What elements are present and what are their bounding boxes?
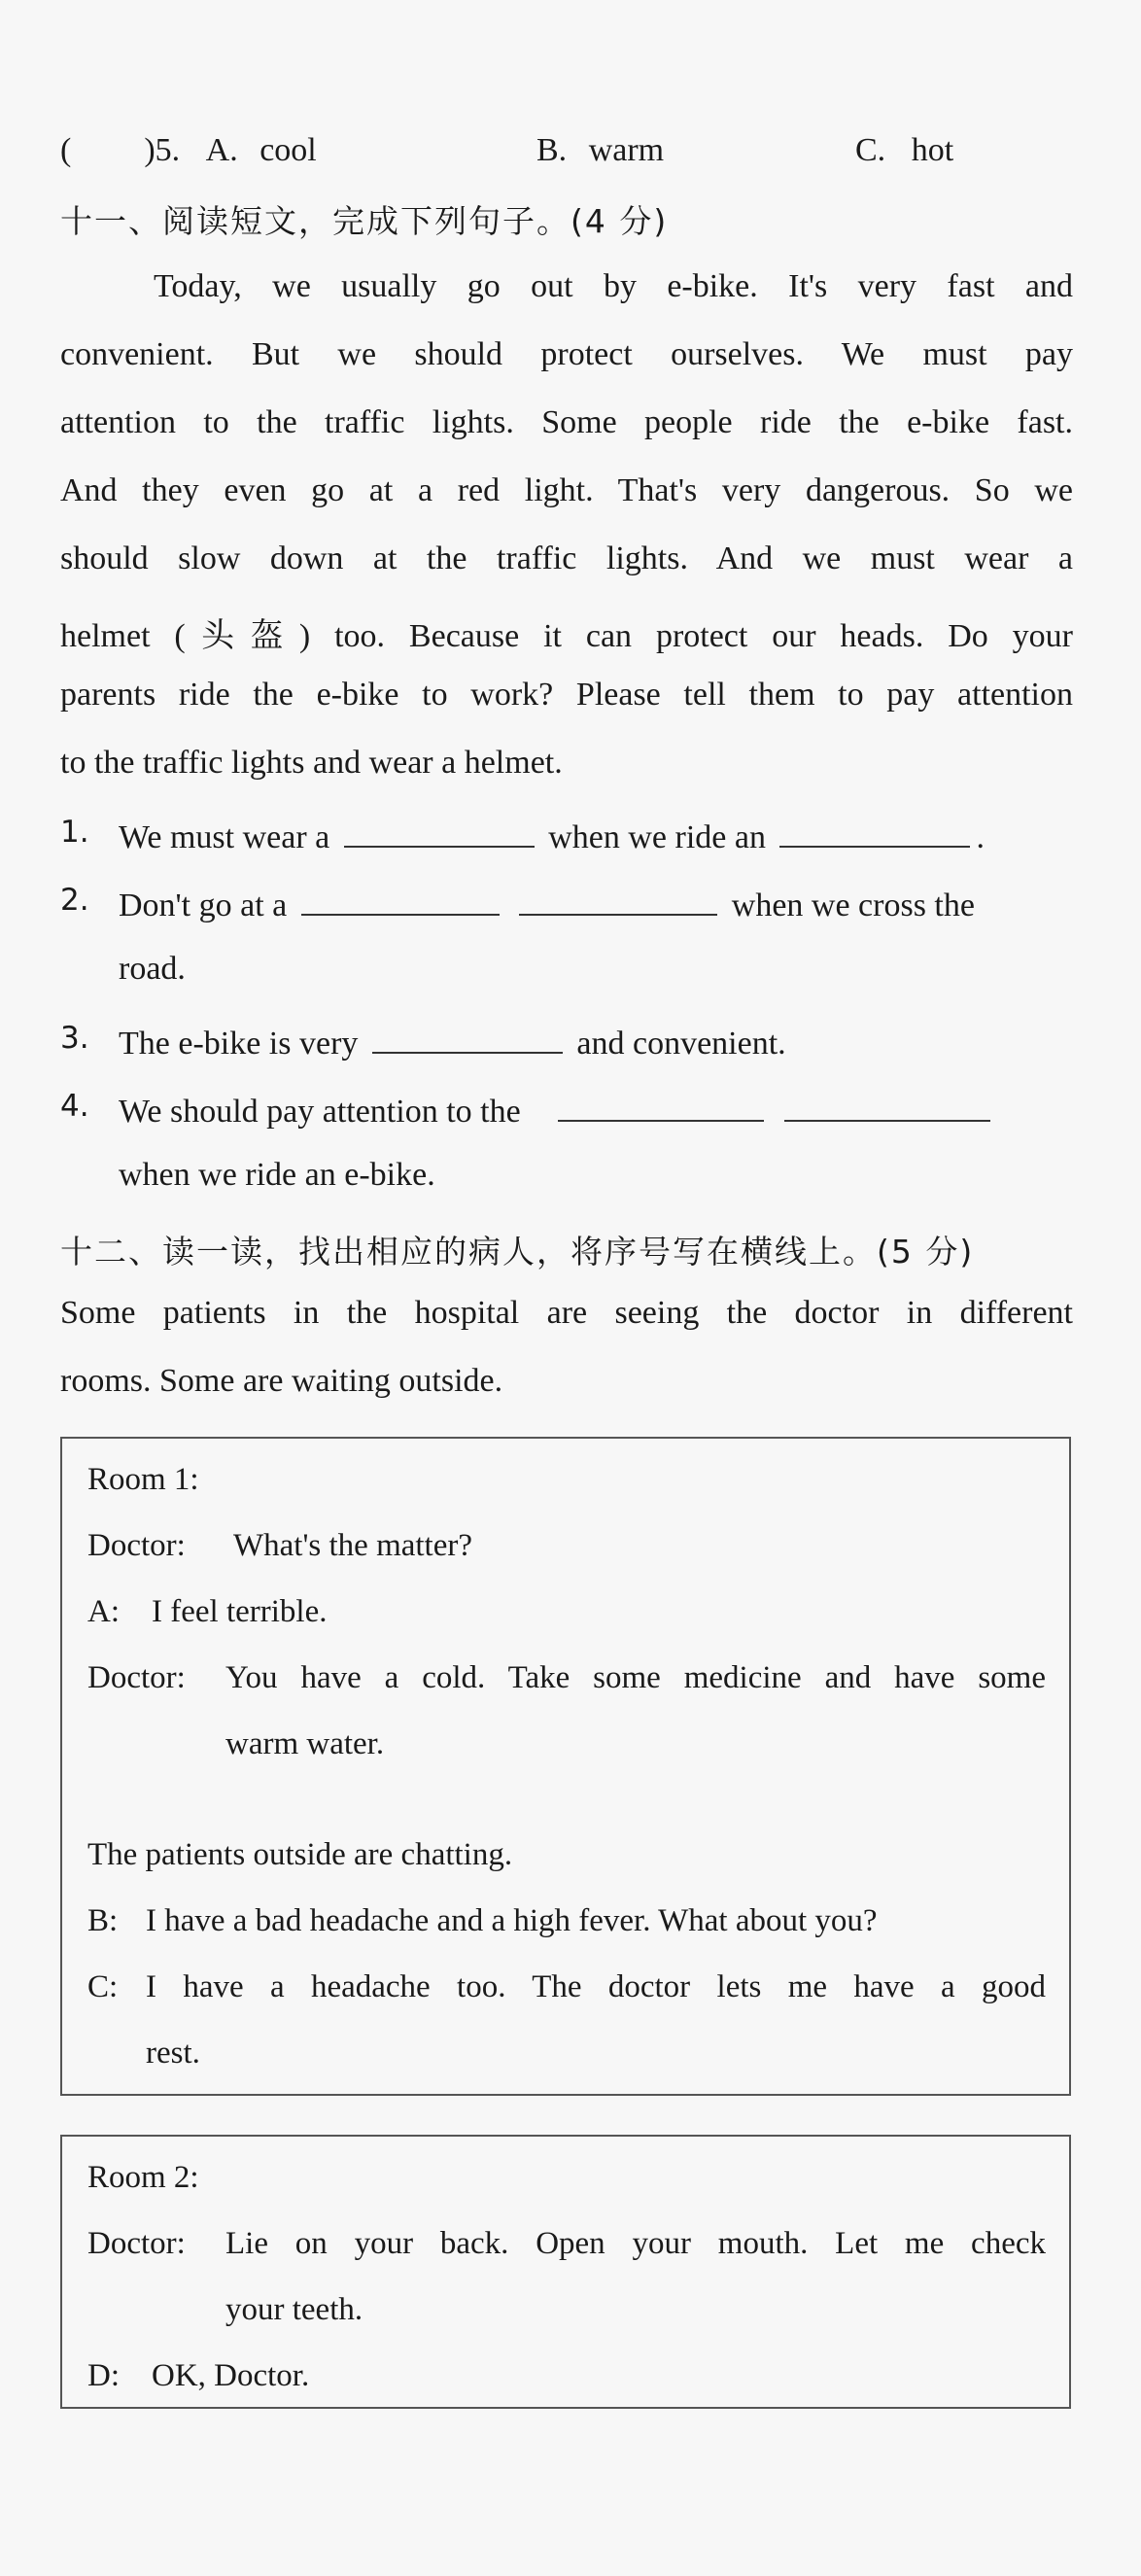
room-2-title: Room 2:	[87, 2160, 199, 2195]
question-1	[119, 813, 985, 856]
passage-line-1: Today, we usually go out by e-bike. It's very fast and	[154, 268, 1073, 304]
room-1-line-5-continued: rest.	[146, 2036, 200, 2071]
room-1-title: Room 1:	[87, 1462, 199, 1497]
section-12-heading: 十二、读一读，找出相应的病人，将序号写在横线上。(5 分)	[60, 1233, 975, 1271]
section-12-intro-line-1: Some patients in the hospital are seeing the doctor in different	[60, 1295, 1073, 1331]
question-4-continued: when we ride an e-bike.	[119, 1157, 435, 1193]
passage-line-4: And they even go at a red light. That's very dangerous. So we	[60, 472, 1073, 508]
room-1-line-4-text: I have a bad headache and a high fever. What about you?	[146, 1903, 878, 1938]
question-1-number: 1.	[60, 815, 89, 850]
question-4-part-1: We should pay attention to the	[119, 1094, 521, 1130]
question-1-part-2: when we ride an	[548, 819, 766, 855]
question-2-blank-2[interactable]	[519, 881, 717, 916]
question-1-part-1: We must wear a	[119, 819, 330, 855]
passage-line-5: should slow down at the traffic lights. And we must wear a	[60, 540, 1073, 576]
room-2-box	[60, 2135, 1071, 2409]
question-2-number: 2.	[60, 883, 89, 918]
room-1-box	[60, 1437, 1071, 2096]
question-2-blank-1[interactable]	[301, 881, 500, 916]
question-3-blank[interactable]	[372, 1019, 563, 1054]
passage-line-2: convenient. But we should protect ourselves. We must pay	[60, 336, 1073, 372]
room-2-line-1-continued: your teeth.	[225, 2292, 363, 2327]
q5-row	[60, 132, 317, 169]
q5-number: )5.	[144, 132, 181, 168]
room-2-line-2-text: OK, Doctor.	[152, 2358, 310, 2393]
question-4-blank-1[interactable]	[558, 1087, 764, 1122]
passage-line-3: attention to the traffic lights. Some people ride the e-bike fast.	[60, 404, 1073, 440]
question-4-number: 4.	[60, 1089, 89, 1124]
q5-option-c-letter: C.	[855, 132, 886, 168]
room-1-line-2-text: I feel terrible.	[152, 1594, 328, 1629]
question-1-part-3: .	[976, 819, 985, 855]
room-2-line-1-text: Lie on your back. Open your mouth. Let me check	[225, 2226, 1046, 2261]
passage-line-8: to the traffic lights and wear a helmet.	[60, 745, 563, 781]
room-1-line-1-text: What's the matter?	[233, 1528, 473, 1563]
question-2	[119, 881, 975, 924]
section-12-intro-line-2: rooms. Some are waiting outside.	[60, 1363, 503, 1399]
question-2-continued: road.	[119, 951, 186, 987]
room-2-line-1-speaker: Doctor:	[87, 2226, 186, 2261]
q5-option-b-letter: B.	[536, 132, 568, 168]
question-4-blank-2[interactable]	[784, 1087, 990, 1122]
question-3	[119, 1019, 786, 1062]
question-3-part-2: and convenient.	[576, 1026, 786, 1062]
question-3-part-1: The e-bike is very	[119, 1026, 359, 1062]
q5-option-a-letter: A.	[205, 132, 238, 168]
room-2-line-2-speaker: D:	[87, 2358, 120, 2393]
question-2-part-1: Don't go at a	[119, 888, 288, 923]
question-3-number: 3.	[60, 1021, 89, 1056]
q5-paren-open: (	[60, 132, 72, 168]
q5-option-a-word: cool	[259, 132, 317, 168]
room-1-line-2-speaker: A:	[87, 1594, 120, 1629]
question-2-part-2: when we cross the	[731, 888, 975, 923]
question-1-blank-1[interactable]	[344, 813, 535, 848]
room-1-outside-note: The patients outside are chatting.	[87, 1837, 513, 1872]
room-1-line-5-text: I have a headache too. The doctor lets me have a good	[146, 1969, 1046, 2004]
room-1-line-3-text: You have a cold. Take some medicine and have some	[225, 1660, 1046, 1695]
question-1-blank-2[interactable]	[779, 813, 970, 848]
passage-line-6: helmet (头盔) too. Because it can protect our heads. Do your	[60, 618, 1073, 654]
question-4	[119, 1087, 996, 1131]
room-1-line-3-continued: warm water.	[225, 1726, 385, 1761]
section-11-heading: 十一、阅读短文，完成下列句子。(4 分)	[60, 202, 669, 240]
room-1-line-4-speaker: B:	[87, 1903, 119, 1938]
room-1-line-5-speaker: C:	[87, 1969, 119, 2004]
q5-option-c-word: hot	[911, 132, 954, 168]
q5-option-b-word: warm	[588, 132, 665, 168]
room-1-line-3-speaker: Doctor:	[87, 1660, 186, 1695]
passage-line-7: parents ride the e-bike to work? Please tell them to pay attention	[60, 677, 1073, 713]
room-1-line-1-speaker: Doctor:	[87, 1528, 186, 1563]
q5-option-c	[855, 132, 953, 169]
q5-option-b	[536, 132, 664, 169]
